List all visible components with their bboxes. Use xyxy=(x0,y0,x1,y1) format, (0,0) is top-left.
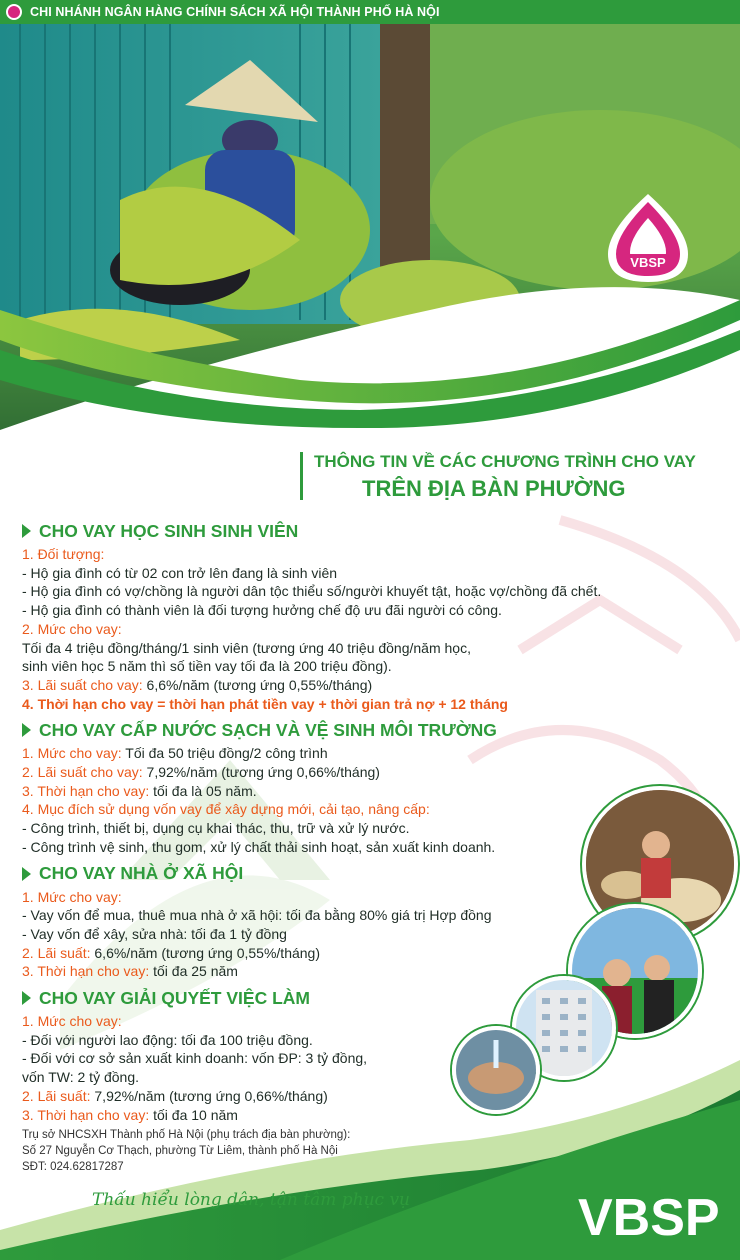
term-line: 3. Thời hạn cho vay: tối đa 25 năm xyxy=(22,963,238,980)
vbsp-logo xyxy=(600,190,696,286)
interest-line: 2. Lãi suất: 6,6%/năm (tương ứng 0,55%/tháng) xyxy=(22,944,320,961)
purpose-label: 4. Mục đích sử dụng vốn vay để xây dựng mới, cải tạo, nâng cấp: xyxy=(22,801,430,818)
list-item: - Vay vốn để mua, thuê mua nhà ở xã hội: tối đa bằng 80% giá trị Hợp đồng xyxy=(22,907,492,924)
footer-line: Số 27 Nguyễn Cơ Thạch, phường Từ Liêm, thành phố Hà Nội xyxy=(22,1145,338,1157)
interest-line: 3. Lãi suất cho vay: 6,6%/năm (tương ứng 0,55%/tháng) xyxy=(22,676,373,693)
list-item: - Hộ gia đình có thành viên là đối tượng hưởng chế độ ưu đãi người có công. xyxy=(22,602,502,619)
list-item: - Vay vốn để xây, sửa nhà: tối đa 1 tỷ đồng xyxy=(22,925,287,942)
list-item: - Đối với người lao động: tối đa 100 triệu đồng. xyxy=(22,1031,313,1048)
section-heading: CHO VAY HỌC SINH SINH VIÊN xyxy=(22,520,722,542)
list-item: - Công trình, thiết bị, dụng cụ khai thác, thu, trữ và xử lý nước. xyxy=(22,820,410,837)
title-line-1: THÔNG TIN VỀ CÁC CHƯƠNG TRÌNH CHO VAY xyxy=(314,452,696,471)
header-bar xyxy=(0,0,740,24)
title-line-2: TRÊN ĐỊA BÀN PHƯỜNG xyxy=(362,476,626,501)
title-block xyxy=(300,452,720,502)
photo-water-hands xyxy=(452,1026,540,1114)
footer-line: SĐT: 024.62817287 xyxy=(22,1161,124,1173)
list-item: - Hộ gia đình có từ 02 con trở lên đang là sinh viên xyxy=(22,564,338,581)
section-student-loans xyxy=(22,520,722,713)
branch-name: CHI NHÁNH NGÂN HÀNG CHÍNH SÁCH XÃ HỘI THÀNH PHỐ HÀ NỘI xyxy=(30,5,440,19)
arrow-icon xyxy=(22,524,31,538)
list-item: vốn TW: 2 tỷ đồng. xyxy=(22,1069,139,1086)
term-line: 3. Thời hạn cho vay: tối đa 10 năm xyxy=(22,1106,238,1123)
svg-text:VBSP: VBSP xyxy=(630,255,666,270)
term-line: 4. Thời hạn cho vay = thời hạn phát tiền vay + thời gian trả nợ + 12 tháng xyxy=(22,695,508,712)
vbsp-small-logo-icon xyxy=(6,4,22,20)
section-heading: CHO VAY GIẢI QUYẾT VIỆC LÀM xyxy=(22,987,722,1009)
arrow-icon xyxy=(22,723,31,737)
label-muc-cho-vay: 2. Mức cho vay: xyxy=(22,620,122,637)
list-item: - Đối với cơ sở sản xuất kinh doanh: vốn ĐP: 3 tỷ đồng, xyxy=(22,1050,368,1067)
amount-line: 1. Mức cho vay: Tối đa 50 triệu đồng/2 công trình xyxy=(22,745,328,762)
slogan: Thấu hiểu lòng dân, tận tâm phục vụ xyxy=(92,1190,411,1210)
label-doi-tuong: 1. Đối tượng: xyxy=(22,546,105,562)
text-line: Tối đa 4 triệu đồng/tháng/1 sinh viên (tương ứng 40 triệu đồng/năm học, xyxy=(22,639,471,656)
label-muc-cho-vay: 1. Mức cho vay: xyxy=(22,1013,122,1030)
vbsp-wordmark: VBSP xyxy=(578,1189,720,1247)
interest-line: 2. Lãi suất: 7,92%/năm (tương ứng 0,66%/tháng) xyxy=(22,1087,328,1104)
list-item: - Hộ gia đình có vợ/chồng là người dân tộc thiểu số/người khuyết tật, hoặc vợ/chồng đã chết. xyxy=(22,583,602,600)
label-muc-cho-vay: 1. Mức cho vay: xyxy=(22,888,122,905)
footer-address xyxy=(22,1127,350,1175)
text-line: sinh viên học 5 năm thì số tiền vay tối đa là 200 triệu đồng). xyxy=(22,658,392,675)
arrow-icon xyxy=(22,867,31,881)
interest-line: 2. Lãi suất cho vay: 7,92%/năm (tương ứng 0,66%/tháng) xyxy=(22,764,380,781)
section-heading: CHO VAY NHÀ Ở XÃ HỘI xyxy=(22,863,722,885)
arrow-icon xyxy=(22,991,31,1005)
title-accent-bar xyxy=(300,452,303,500)
footer-line: Trụ sở NHCSXH Thành phố Hà Nội (phụ trách địa bàn phường): xyxy=(22,1129,351,1141)
section-heading: CHO VAY CẤP NƯỚC SẠCH VÀ VỆ SINH MÔI TRƯỜNG xyxy=(22,719,722,741)
term-line: 3. Thời hạn cho vay: tối đa là 05 năm. xyxy=(22,782,257,799)
list-item: - Công trình vệ sinh, thu gom, xử lý chất thải sinh hoạt, sản xuất kinh doanh. xyxy=(22,838,496,855)
